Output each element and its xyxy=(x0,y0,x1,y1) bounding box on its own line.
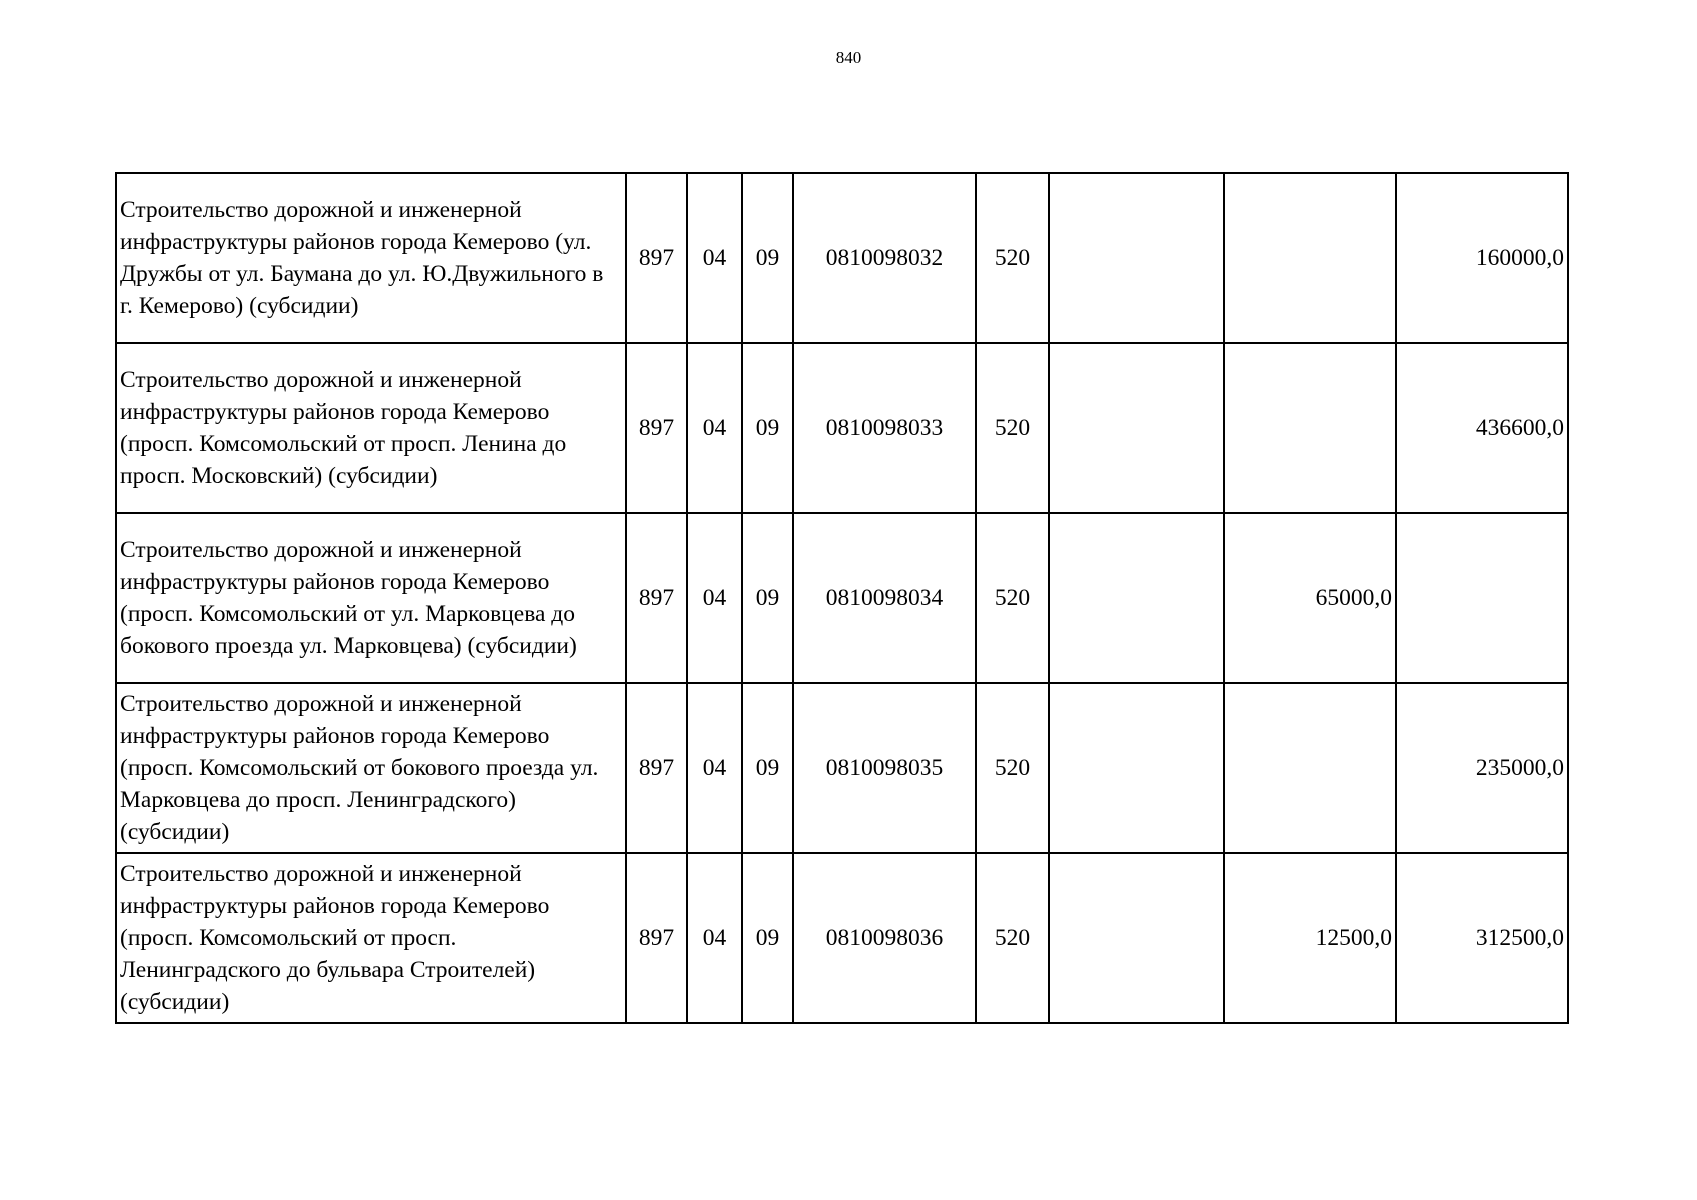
ministry-code-cell: 897 xyxy=(626,683,687,853)
sum-year-2-cell xyxy=(1224,683,1396,853)
target-article-cell: 0810098033 xyxy=(793,343,976,513)
sum-year-1-cell xyxy=(1049,683,1224,853)
expense-name-cell: Строительство дорожной и инженерной инфраструктуры районов города Кемерово (просп. Комсомольский от бокового проезда ул. Марковцева до просп. Ленинградского) (субсидии) xyxy=(116,683,626,853)
sum-year-3-cell: 312500,0 xyxy=(1396,853,1568,1023)
sum-year-3-cell: 235000,0 xyxy=(1396,683,1568,853)
section-code-cell: 04 xyxy=(687,173,742,343)
subsection-code-cell: 09 xyxy=(742,513,793,683)
subsection-code-cell: 09 xyxy=(742,683,793,853)
target-article-cell: 0810098035 xyxy=(793,683,976,853)
target-article-cell: 0810098034 xyxy=(793,513,976,683)
expense-type-cell: 520 xyxy=(976,173,1049,343)
section-code-cell: 04 xyxy=(687,513,742,683)
table-row xyxy=(116,343,1568,513)
subsection-code-cell: 09 xyxy=(742,173,793,343)
expense-type-cell: 520 xyxy=(976,853,1049,1023)
section-code-cell: 04 xyxy=(687,683,742,853)
sum-year-2-cell xyxy=(1224,173,1396,343)
subsection-code-cell: 09 xyxy=(742,853,793,1023)
sum-year-2-cell: 65000,0 xyxy=(1224,513,1396,683)
expense-type-cell: 520 xyxy=(976,343,1049,513)
expense-name-cell: Строительство дорожной и инженерной инфраструктуры районов города Кемерово (просп. Комсомольский от ул. Марковцева до бокового проезда ул. Марковцева) (субсидии) xyxy=(116,513,626,683)
table-body xyxy=(116,173,1568,1023)
target-article-cell: 0810098032 xyxy=(793,173,976,343)
ministry-code-cell: 897 xyxy=(626,513,687,683)
sum-year-2-cell xyxy=(1224,343,1396,513)
sum-year-3-cell: 436600,0 xyxy=(1396,343,1568,513)
section-code-cell: 04 xyxy=(687,343,742,513)
page-number: 840 xyxy=(835,48,862,67)
table-row xyxy=(116,173,1568,343)
table-row xyxy=(116,683,1568,853)
expense-type-cell: 520 xyxy=(976,513,1049,683)
expense-name-cell: Строительство дорожной и инженерной инфраструктуры районов города Кемерово (просп. Комсомольский от просп. Ленина до просп. Московский) (субсидии) xyxy=(116,343,626,513)
sum-year-3-cell: 160000,0 xyxy=(1396,173,1568,343)
expense-name-cell: Строительство дорожной и инженерной инфраструктуры районов города Кемерово (просп. Комсомольский от просп. Ленинградского до бульвара Строителей) (субсидии) xyxy=(116,853,626,1023)
target-article-cell: 0810098036 xyxy=(793,853,976,1023)
sum-year-1-cell xyxy=(1049,853,1224,1023)
sum-year-1-cell xyxy=(1049,513,1224,683)
subsection-code-cell: 09 xyxy=(742,343,793,513)
sum-year-2-cell: 12500,0 xyxy=(1224,853,1396,1023)
sum-year-3-cell xyxy=(1396,513,1568,683)
expense-type-cell: 520 xyxy=(976,683,1049,853)
expense-name-cell: Строительство дорожной и инженерной инфраструктуры районов города Кемерово (ул. Дружбы от ул. Баумана до ул. Ю.Двужильного в г. Кемерово) (субсидии) xyxy=(116,173,626,343)
table-row xyxy=(116,513,1568,683)
section-code-cell: 04 xyxy=(687,853,742,1023)
ministry-code-cell: 897 xyxy=(626,853,687,1023)
sum-year-1-cell xyxy=(1049,343,1224,513)
budget-table xyxy=(115,172,1569,1024)
sum-year-1-cell xyxy=(1049,173,1224,343)
ministry-code-cell: 897 xyxy=(626,173,687,343)
ministry-code-cell: 897 xyxy=(626,343,687,513)
table-row xyxy=(116,853,1568,1023)
